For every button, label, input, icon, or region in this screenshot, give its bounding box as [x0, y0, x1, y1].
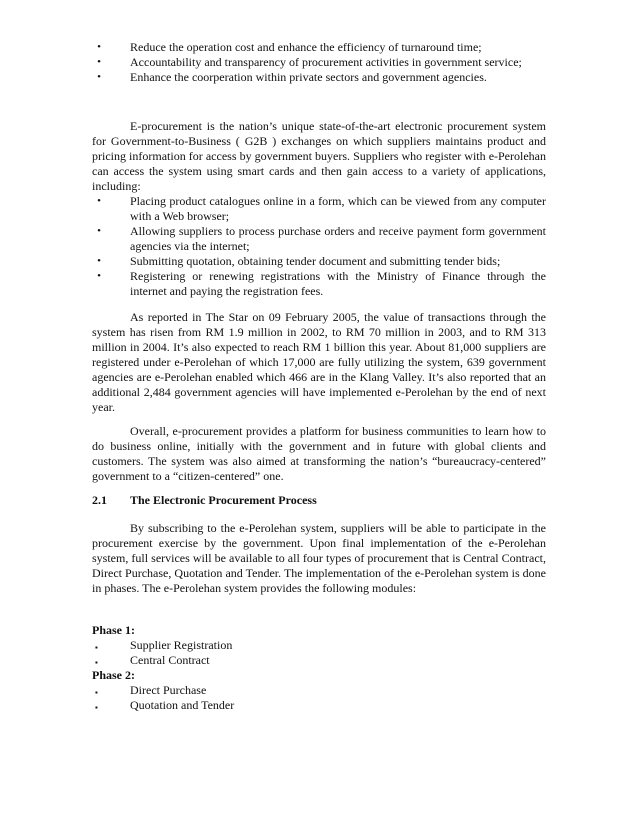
- phase-1-title: Phase 1:: [92, 623, 135, 637]
- bullet-icon: •: [97, 195, 101, 207]
- list-item: • Allowing suppliers to process purchase orders and receive payment form government agencies via the internet;: [92, 224, 546, 254]
- bullet-icon: •: [97, 41, 101, 53]
- list-item: • Reduce the operation cost and enhance the efficiency of turnaround time;: [92, 40, 546, 55]
- section-heading: [92, 493, 546, 508]
- module-item: Supplier Registration: [130, 638, 233, 652]
- paragraph-subscribing: By subscribing to the e-Perolehan system, suppliers will be able to participate in the procurement exercise by the government. Upon final implementation of the e-Perolehan system, full services will be available to all four types of procurement that is Central Contract, Direct Purchase, Quotation and Tender. The implementation of the e-Perolehan system is done in phases. The e-Perolehan system provides the following modules:: [92, 521, 546, 595]
- bullet-icon: •: [97, 225, 101, 237]
- bullet-icon: •: [97, 71, 101, 83]
- square-bullet-icon: ▪: [95, 703, 98, 712]
- module-item: Quotation and Tender: [130, 698, 235, 712]
- list-item: • Enhance the coorperation within private sectors and government agencies.: [92, 70, 546, 85]
- square-bullet-icon: ▪: [95, 688, 98, 697]
- objectives-list: [92, 40, 546, 85]
- module-item: Central Contract: [130, 653, 210, 667]
- section-number: 2.1: [92, 493, 107, 507]
- paragraph-transactions-report: As reported in The Star on 09 February 2005, the value of transactions through the system has risen from RM 1.9 million in 2002, to RM 70 million in 2003, and to RM 313 million in 2004. It’s also expected to reach RM 1 billion this year. About 81,000 suppliers are registered under e-Perolehan of which 17,000 are fully utilizing the system, 639 government agencies are e-Perolehan enabled which 466 are in the Klang Valley. It’s also reported that an additional 2,484 government agencies will have implemented e-Perolehan by the end of next year.: [92, 310, 546, 414]
- bullet-icon: •: [97, 255, 101, 267]
- phase-2-title: Phase 2:: [92, 668, 135, 682]
- applications-list: [92, 194, 546, 299]
- section-title: The Electronic Procurement Process: [130, 493, 317, 507]
- square-bullet-icon: ▪: [95, 658, 98, 667]
- list-item: • Placing product catalogues online in a form, which can be viewed from any computer with a Web browser;: [92, 194, 546, 224]
- list-item: • Accountability and transparency of procurement activities in government service;: [92, 55, 546, 70]
- paragraph-overall: Overall, e-procurement provides a platform for business communities to learn how to do business online, initially with the government and in future with global clients and customers. The system was also aimed at transforming the nation’s “bureaucracy-centered” government to a “citizen-centered” one.: [92, 424, 546, 483]
- module-item: Direct Purchase: [130, 683, 207, 697]
- paragraph-eprocurement-intro: E-procurement is the nation’s unique state-of-the-art electronic procurement system for Government-to-Business ( G2B ) exchanges on which suppliers maintains product and pricing information for access by government buyers. Suppliers who register with e-Perolehan can access the system using smart cards and then gain access to a variety of applications, including:: [92, 119, 546, 193]
- list-item: • Submitting quotation, obtaining tender document and submitting tender bids;: [92, 254, 546, 269]
- bullet-icon: •: [97, 56, 101, 68]
- square-bullet-icon: ▪: [95, 643, 98, 652]
- list-item: • Registering or renewing registrations with the Ministry of Finance through the internet and paying the registration fees.: [92, 269, 546, 299]
- bullet-icon: •: [97, 270, 101, 282]
